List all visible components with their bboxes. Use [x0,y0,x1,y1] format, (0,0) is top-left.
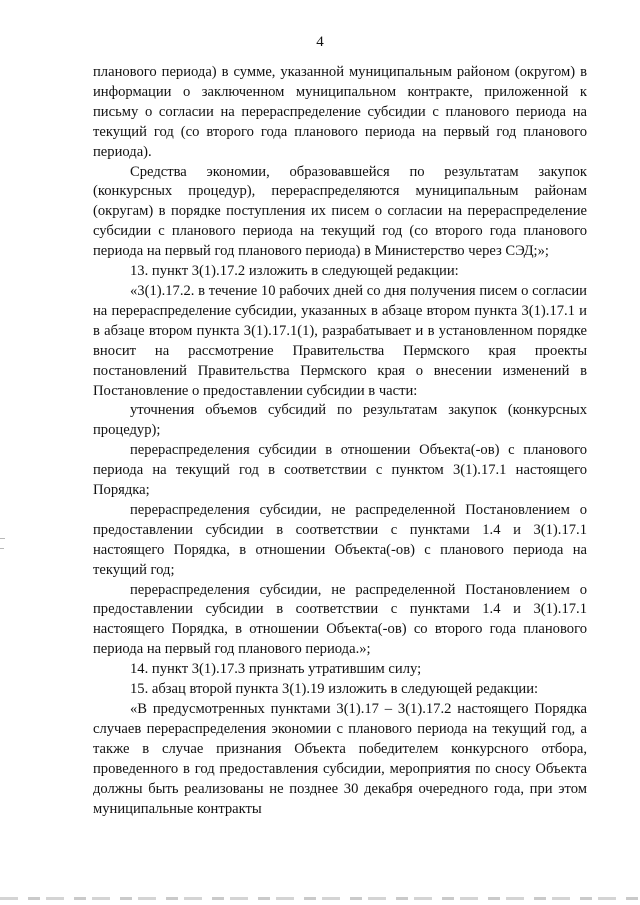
paragraph-item-13: 13. пункт 3(1).17.2 изложить в следующей редакции: [130,263,459,280]
page-number: 4 [316,34,324,50]
scan-artifact-left [0,538,5,539]
paragraph-clause-3-1-17-2: «3(1).17.2. в течение 10 рабочих дней со дня получения писем о согласии на перераспределение субсидии, указанных в абзаце втором пункта 3(1).17.1 и в абзаце втором пункта 3(1).17.1(1), разрабатывает и в установленном порядке вносит на рассмотрение Правительства Пермского края проекты постановлений Правительства Пермского края о внесении изменений в Постановление о предоставлении субсидии в части: [93,282,587,399]
scan-artifact-left [0,548,4,549]
paragraph-clarification: уточнения объемов субсидий по результатам закупок (конкурсных процедур); [93,402,587,439]
paragraph-redistribution-objects: перераспределения субсидии в отношении Объекта(-ов) с планового периода на текущий год в соответствии с пунктом 3(1).17.1 настоящего Порядка; [93,442,587,499]
paragraph-undistributed-second-year: перераспределения субсидии, не распределенной Постановлением о предоставлении субсидии в соответствии с пунктами 1.4 и 3(1).17.1 настоящего Порядка, в отношении Объекта(-ов) со второго года планового периода на первый год планового периода.»; [93,581,587,658]
paragraph-savings-redistribution: Средства экономии, образовавшейся по результатам закупок (конкурсных процедур), перераспределяются муниципальным районам (округам) в порядке поступления их писем о согласии на перераспределение субсидии с планового периода на текущий год (со второго года планового периода на первый год планового периода) в Министерство через СЭД;»; [93,163,587,260]
paragraph-item-14: 14. пункт 3(1).17.3 признать утратившим силу; [130,661,422,678]
paragraph-continuation: планового периода) в сумме, указанной муниципальным районом (округом) в информации о заключенном муниципальном контракте, приложенной к письму о согласии на перераспределение субсидии с планового периода на текущий год (со второго года планового периода на первый год планового периода). [93,64,587,160]
document-body [93,63,587,819]
scan-artifact-bottom-edge [0,897,640,900]
paragraph-item-15: 15. абзац второй пункта 3(1).19 изложить в следующей редакции: [130,681,539,698]
paragraph-undistributed-current-year: перераспределения субсидии, не распределенной Постановлением о предоставлении субсидии в соответствии с пунктами 1.4 и 3(1).17.1 настоящего Порядка, в отношении Объекта(-ов) с планового периода на текущий год; [93,501,587,578]
paragraph-new-edition: «В предусмотренных пунктами 3(1).17 – 3(1).17.2 настоящего Порядка случаев перераспределения экономии с планового периода на текущий год, а также в случае признания Объекта победителем конкурсного отбора, проведенного в год предоставления субсидии, мероприятия по сносу Объекта должны быть реализованы не позднее 30 декабря очередного года, при этом муниципальные контракты [93,701,587,817]
